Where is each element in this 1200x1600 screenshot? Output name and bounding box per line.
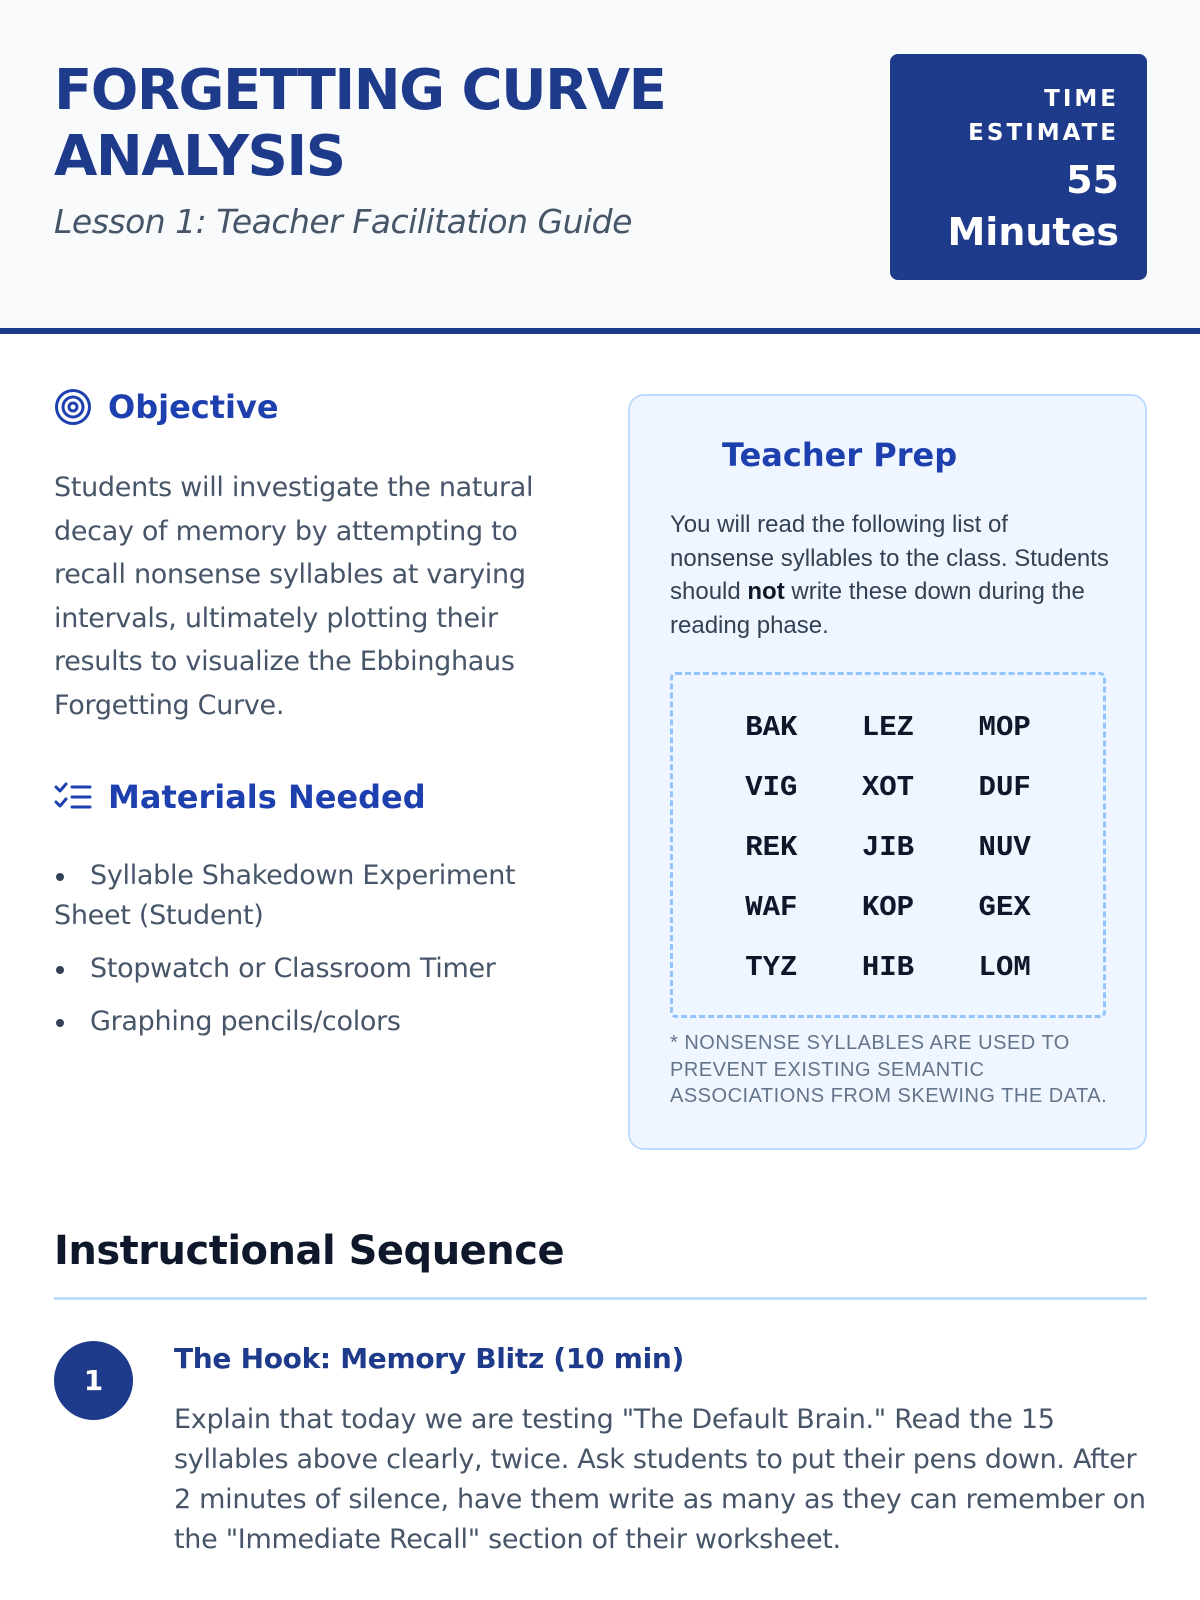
sequence-heading: Instructional Sequence	[54, 1228, 565, 1274]
step-number-badge: 1	[54, 1341, 133, 1420]
materials-item: Graphing pencils/colors	[54, 1002, 594, 1042]
prep-text-part: write these down during the reading phase.	[670, 578, 1085, 639]
syllable: VIG	[745, 770, 798, 804]
target-icon	[54, 388, 92, 426]
checklist-icon	[54, 782, 92, 812]
syllable: LOM	[978, 950, 1031, 984]
syllable: GEX	[978, 890, 1031, 924]
materials-heading-row	[54, 778, 426, 816]
objective-text: Students will investigate the natural decay of memory by attempting to recall nonsense syllables at varying intervals, ultimately plotting their results to visualize the Ebbinghaus Forgetting Curve.	[54, 472, 534, 721]
syllable: HIB	[861, 950, 915, 984]
syllable: DUF	[978, 770, 1031, 804]
prep-text-part: You will read the following list of nonsense syllables to the class. Students should	[670, 511, 1109, 605]
time-estimate-box	[890, 54, 1147, 280]
syllable: REK	[745, 830, 798, 864]
time-estimate-value: 55 Minutes	[947, 158, 1119, 254]
syllable-grid	[670, 672, 1106, 1018]
syllable: MOP	[978, 710, 1031, 744]
teacher-prep-heading: Teacher Prep	[722, 436, 958, 474]
objective-heading: Objective	[108, 388, 279, 426]
materials-heading: Materials Needed	[108, 778, 426, 816]
materials-item: Syllable Shakedown Experiment Sheet (Student)	[54, 856, 594, 936]
teacher-prep-card	[628, 394, 1147, 1150]
teacher-prep-note: * NONSENSE SYLLABLES ARE USED TO PREVENT EXISTING SEMANTIC ASSOCIATIONS FROM SKEWING THE DATA.	[670, 1032, 1108, 1107]
time-estimate-label: TIME ESTIMATE	[968, 86, 1119, 146]
materials-item: Stopwatch or Classroom Timer	[54, 949, 594, 989]
materials-list	[54, 856, 594, 1055]
syllable: LEZ	[861, 710, 915, 744]
page-title: FORGETTING CURVE ANALYSIS	[54, 58, 666, 189]
syllable: TYZ	[745, 950, 798, 984]
syllable: XOT	[861, 770, 915, 804]
step-text: Explain that today we are testing "The Default Brain." Read the 15 syllables above clearly, twice. Ask students to put their pens down. After 2 minutes of silence, have them write as many as they can remember on the "Immediate Recall" section of their worksheet.	[174, 1404, 1146, 1555]
page-header	[0, 0, 1200, 334]
sequence-divider	[54, 1297, 1147, 1300]
objective-heading-row	[54, 388, 279, 426]
step-title: The Hook: Memory Blitz (10 min)	[174, 1342, 684, 1375]
syllable: KOP	[861, 890, 915, 924]
teacher-prep-text	[670, 508, 1110, 642]
syllable: WAF	[745, 890, 798, 924]
syllable: NUV	[978, 830, 1031, 864]
syllable: JIB	[861, 830, 915, 864]
prep-text-emphasis: not	[747, 578, 785, 605]
syllable: BAK	[745, 710, 798, 744]
page-subtitle: Lesson 1: Teacher Facilitation Guide	[54, 202, 632, 241]
